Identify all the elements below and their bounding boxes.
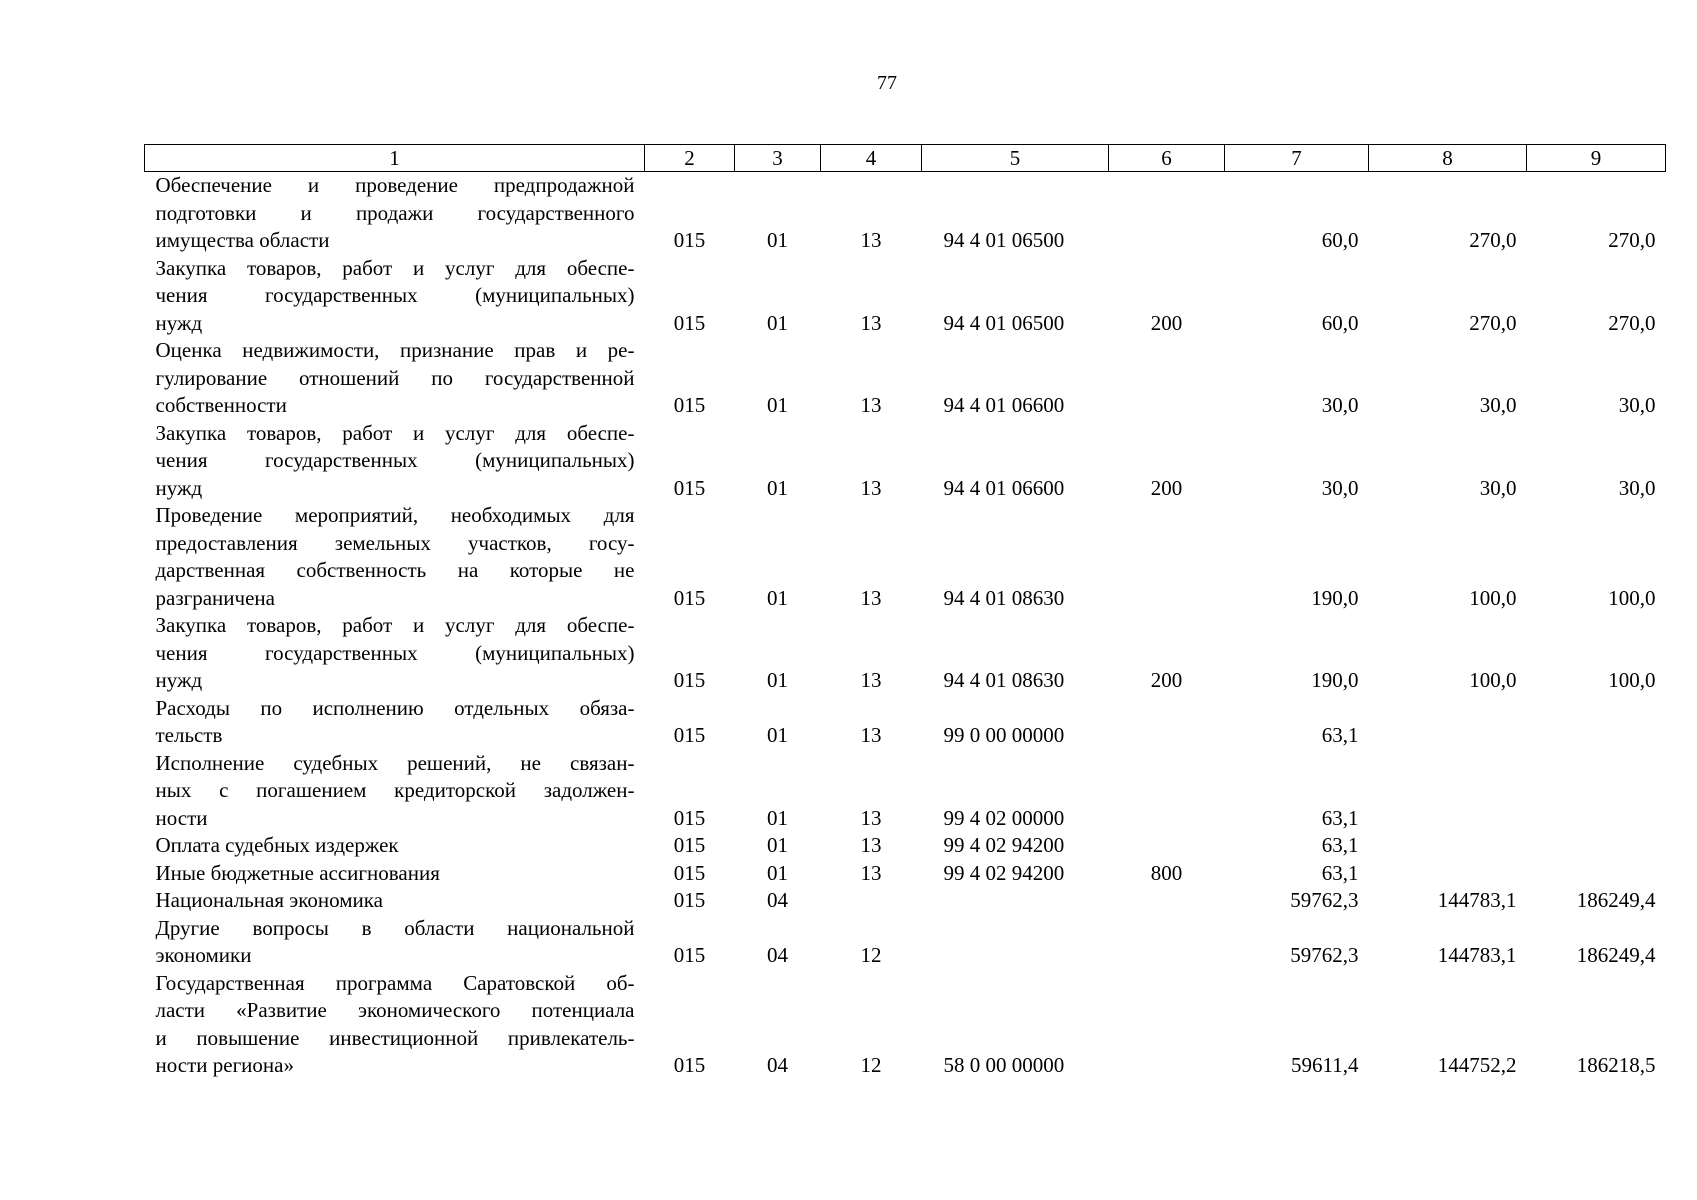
subsection-code: 12 bbox=[860, 943, 882, 967]
expense-type-code: 200 bbox=[1150, 310, 1183, 335]
table-row bbox=[145, 915, 1666, 970]
section-code: 01 bbox=[767, 393, 788, 417]
amount-year-2 bbox=[1369, 860, 1527, 888]
amount-year-3: 100,0 bbox=[1608, 585, 1656, 610]
row-description bbox=[145, 887, 645, 915]
section-code: 04 bbox=[767, 888, 788, 912]
header-col-9: 9 bbox=[1527, 145, 1666, 172]
expense-type-code bbox=[1109, 750, 1225, 833]
subsection-code: 13 bbox=[860, 860, 882, 885]
target-article-code: 94 4 01 08630 bbox=[943, 668, 1065, 692]
subsection-code: 13 bbox=[860, 228, 882, 252]
description-line: Исполнение судебных решений, не связан- bbox=[155, 750, 635, 775]
subsection-code: 13 bbox=[860, 805, 882, 830]
target-article-code: 99 4 02 00000 bbox=[943, 805, 1065, 830]
row-description bbox=[145, 255, 645, 338]
table-row bbox=[145, 502, 1666, 612]
table-row bbox=[145, 750, 1666, 833]
row-description bbox=[145, 915, 645, 970]
description-line: Другие вопросы в области национальной bbox=[155, 915, 635, 940]
section-code: 01 bbox=[767, 860, 788, 885]
expense-type-code bbox=[1109, 832, 1225, 860]
description-line: дарственная собственность на которые не bbox=[155, 558, 635, 582]
target-article-code: 99 0 00 00000 bbox=[943, 723, 1065, 747]
header-col-3: 3 bbox=[735, 145, 821, 172]
section-code: 01 bbox=[767, 805, 788, 830]
ministry-code: 015 bbox=[673, 805, 706, 830]
header-col-2: 2 bbox=[645, 145, 735, 172]
row-description bbox=[145, 612, 645, 695]
page-number: 77 bbox=[877, 72, 897, 94]
ministry-code: 015 bbox=[673, 860, 706, 885]
table-row bbox=[145, 255, 1666, 338]
expense-type-code bbox=[1109, 695, 1225, 750]
description-line: подготовки и продажи государственного bbox=[155, 200, 635, 225]
amount-year-3: 270,0 bbox=[1608, 310, 1656, 335]
description-line: Иные бюджетные ассигнования bbox=[155, 860, 440, 885]
expense-type-code bbox=[1109, 887, 1225, 915]
ministry-code: 015 bbox=[673, 888, 706, 912]
amount-year-3: 30,0 bbox=[1618, 475, 1656, 500]
row-description bbox=[145, 860, 645, 888]
description-line: ных с погашением кредиторской задолжен- bbox=[155, 778, 635, 802]
ministry-code: 015 bbox=[673, 310, 706, 335]
header-col-7: 7 bbox=[1225, 145, 1369, 172]
expense-type-code bbox=[1109, 172, 1225, 255]
amount-year-2: 144783,1 bbox=[1437, 943, 1517, 967]
subsection-code: 13 bbox=[860, 585, 882, 610]
description-line: Расходы по исполнению отдельных обяза- bbox=[155, 695, 635, 720]
amount-year-1: 30,0 bbox=[1321, 475, 1359, 500]
section-code: 01 bbox=[767, 833, 788, 857]
amount-year-3 bbox=[1527, 695, 1666, 750]
target-article-code: 94 4 01 06600 bbox=[943, 475, 1065, 500]
description-line: Государственная программа Саратовской об- bbox=[155, 970, 635, 995]
section-code: 04 bbox=[767, 1053, 788, 1077]
amount-year-1: 63,1 bbox=[1321, 723, 1359, 747]
description-line: нужд bbox=[155, 310, 203, 335]
expense-type-code: 200 bbox=[1150, 668, 1183, 692]
amount-year-3: 30,0 bbox=[1618, 393, 1656, 417]
amount-year-2 bbox=[1369, 750, 1527, 833]
target-article-code: 94 4 01 08630 bbox=[943, 585, 1065, 610]
amount-year-1: 59762,3 bbox=[1290, 888, 1359, 912]
header-col-5: 5 bbox=[922, 145, 1109, 172]
description-line: нужд bbox=[155, 668, 203, 692]
section-code: 01 bbox=[767, 310, 788, 335]
amount-year-3: 270,0 bbox=[1608, 228, 1656, 252]
row-description bbox=[145, 172, 645, 255]
section-code: 01 bbox=[767, 723, 788, 747]
budget-table bbox=[144, 144, 1666, 1080]
description-line: экономики bbox=[155, 943, 252, 967]
amount-year-1: 30,0 bbox=[1321, 393, 1359, 417]
table-row bbox=[145, 695, 1666, 750]
amount-year-1: 60,0 bbox=[1321, 228, 1359, 252]
amount-year-1: 63,1 bbox=[1321, 805, 1359, 830]
table-row bbox=[145, 612, 1666, 695]
description-line: Национальная экономика bbox=[155, 888, 383, 912]
ministry-code: 015 bbox=[673, 228, 706, 252]
amount-year-3: 186218,5 bbox=[1576, 1053, 1656, 1077]
amount-year-3: 100,0 bbox=[1608, 668, 1656, 692]
description-line: Обеспечение и проведение предпродажной bbox=[155, 173, 635, 197]
table-row bbox=[145, 337, 1666, 420]
target-article-code: 58 0 00 00000 bbox=[943, 1053, 1065, 1077]
description-line: нужд bbox=[155, 475, 203, 500]
amount-year-2: 30,0 bbox=[1479, 393, 1517, 417]
amount-year-3: 186249,4 bbox=[1576, 943, 1656, 967]
amount-year-1: 63,1 bbox=[1321, 860, 1359, 885]
amount-year-3 bbox=[1527, 832, 1666, 860]
description-line: Закупка товаров, работ и услуг для обеспе- bbox=[155, 255, 635, 280]
ministry-code: 015 bbox=[673, 833, 706, 857]
amount-year-3: 186249,4 bbox=[1576, 888, 1656, 912]
header-row bbox=[145, 145, 1666, 172]
description-line: Закупка товаров, работ и услуг для обеспе- bbox=[155, 420, 635, 445]
subsection-code bbox=[821, 887, 922, 915]
subsection-code: 13 bbox=[860, 310, 882, 335]
section-code: 01 bbox=[767, 228, 788, 252]
ministry-code: 015 bbox=[673, 585, 706, 610]
amount-year-2: 270,0 bbox=[1469, 228, 1517, 252]
amount-year-3 bbox=[1527, 750, 1666, 833]
subsection-code: 12 bbox=[860, 1053, 882, 1077]
description-line: Оценка недвижимости, признание прав и ре- bbox=[155, 338, 635, 362]
amount-year-1: 59762,3 bbox=[1290, 943, 1359, 967]
section-code: 01 bbox=[767, 668, 788, 692]
row-description bbox=[145, 420, 645, 503]
expense-type-code bbox=[1109, 970, 1225, 1080]
header-col-4: 4 bbox=[821, 145, 922, 172]
target-article-code: 94 4 01 06500 bbox=[943, 228, 1065, 252]
table-body bbox=[145, 172, 1666, 1080]
target-article-code bbox=[922, 887, 1109, 915]
table-row bbox=[145, 832, 1666, 860]
subsection-code: 13 bbox=[860, 668, 882, 692]
description-line: Оплата судебных издержек bbox=[155, 833, 399, 857]
ministry-code: 015 bbox=[673, 668, 706, 692]
subsection-code: 13 bbox=[860, 723, 882, 747]
section-code: 01 bbox=[767, 475, 788, 500]
table-row bbox=[145, 420, 1666, 503]
row-description bbox=[145, 970, 645, 1080]
amount-year-2: 100,0 bbox=[1469, 668, 1517, 692]
target-article-code bbox=[922, 915, 1109, 970]
target-article-code: 99 4 02 94200 bbox=[943, 833, 1065, 857]
ministry-code: 015 bbox=[673, 943, 706, 967]
amount-year-2 bbox=[1369, 832, 1527, 860]
section-code: 01 bbox=[767, 585, 788, 610]
subsection-code: 13 bbox=[860, 475, 882, 500]
expense-type-code bbox=[1109, 502, 1225, 612]
description-line: чения государственных (муниципальных) bbox=[155, 283, 635, 307]
description-line: чения государственных (муниципальных) bbox=[155, 448, 635, 472]
expense-type-code bbox=[1109, 915, 1225, 970]
subsection-code: 13 bbox=[860, 833, 882, 857]
target-article-code: 99 4 02 94200 bbox=[943, 860, 1065, 885]
amount-year-1: 190,0 bbox=[1311, 585, 1359, 610]
amount-year-1: 60,0 bbox=[1321, 310, 1359, 335]
header-col-1: 1 bbox=[145, 145, 645, 172]
amount-year-2: 144752,2 bbox=[1437, 1053, 1517, 1077]
description-line: предоставления земельных участков, госу- bbox=[155, 530, 635, 555]
description-line: ласти «Развитие экономического потенциала bbox=[155, 998, 635, 1022]
description-line: ности bbox=[155, 805, 208, 830]
row-description bbox=[145, 337, 645, 420]
amount-year-2: 30,0 bbox=[1479, 475, 1517, 500]
expense-type-code: 800 bbox=[1150, 860, 1183, 885]
ministry-code: 015 bbox=[673, 1053, 706, 1077]
budget-table-container bbox=[144, 144, 1665, 1080]
amount-year-2: 100,0 bbox=[1469, 585, 1517, 610]
description-line: ности региона» bbox=[155, 1053, 294, 1077]
table-row bbox=[145, 172, 1666, 255]
table-row bbox=[145, 860, 1666, 888]
ministry-code: 015 bbox=[673, 393, 706, 417]
amount-year-1: 63,1 bbox=[1321, 833, 1359, 857]
amount-year-3 bbox=[1527, 860, 1666, 888]
ministry-code: 015 bbox=[673, 475, 706, 500]
row-description bbox=[145, 695, 645, 750]
amount-year-1: 190,0 bbox=[1311, 668, 1359, 692]
ministry-code: 015 bbox=[673, 723, 706, 747]
description-line: чения государственных (муниципальных) bbox=[155, 640, 635, 665]
row-description bbox=[145, 832, 645, 860]
header-col-6: 6 bbox=[1109, 145, 1225, 172]
table-row bbox=[145, 887, 1666, 915]
amount-year-2: 270,0 bbox=[1469, 310, 1517, 335]
subsection-code: 13 bbox=[860, 393, 882, 417]
target-article-code: 94 4 01 06600 bbox=[943, 393, 1065, 417]
row-description bbox=[145, 750, 645, 833]
section-code: 04 bbox=[767, 943, 788, 967]
amount-year-2 bbox=[1369, 695, 1527, 750]
expense-type-code bbox=[1109, 337, 1225, 420]
description-line: Проведение мероприятий, необходимых для bbox=[155, 503, 635, 527]
description-line: тельств bbox=[155, 723, 223, 747]
amount-year-1: 59611,4 bbox=[1291, 1053, 1359, 1077]
description-line: и повышение инвестиционной привлекатель- bbox=[155, 1025, 635, 1050]
expense-type-code: 200 bbox=[1150, 475, 1183, 500]
row-description bbox=[145, 502, 645, 612]
amount-year-2: 144783,1 bbox=[1437, 888, 1517, 912]
header-col-8: 8 bbox=[1369, 145, 1527, 172]
table-row bbox=[145, 970, 1666, 1080]
description-line: гулирование отношений по государственной bbox=[155, 365, 635, 390]
target-article-code: 94 4 01 06500 bbox=[943, 310, 1065, 335]
description-line: Закупка товаров, работ и услуг для обеспе- bbox=[155, 613, 635, 637]
description-line: разграничена bbox=[155, 585, 275, 610]
description-line: имущества области bbox=[155, 228, 330, 252]
description-line: собственности bbox=[155, 393, 287, 417]
